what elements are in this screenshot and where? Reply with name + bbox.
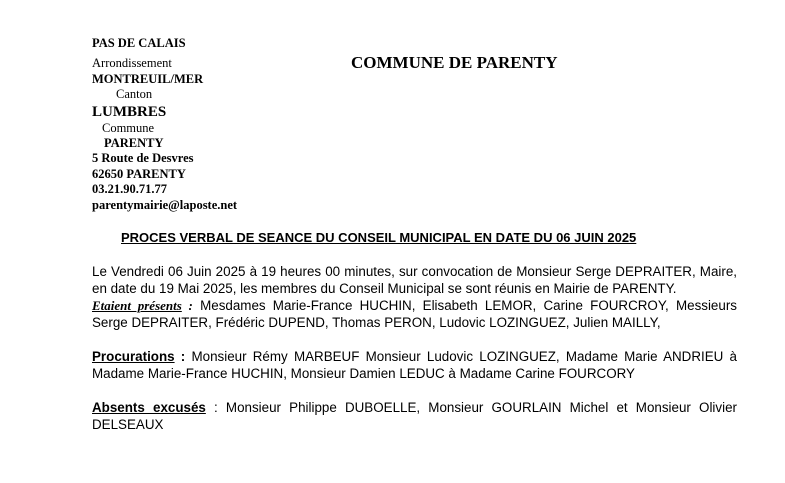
- letterhead: [92, 36, 237, 213]
- present-text: Mesdames Marie-France HUCHIN, Elisabeth LEMOR, Carine FOURCROY, Messieurs Serge DEPRAITER, Frédéric DUPEND, Thomas PERON, Ludovic LOZINGUEZ, Julien MAILLY,: [92, 298, 737, 330]
- canton-label: Canton: [116, 87, 153, 102]
- present-label: Etaient présents: [92, 298, 182, 313]
- absents-paragraph: [92, 399, 737, 433]
- procurations-paragraph: [92, 348, 737, 382]
- pv-title: PROCES VERBAL DE SEANCE DU CONSEIL MUNICIPAL EN DATE DU 06 JUIN 2025: [121, 230, 637, 245]
- canton: LUMBRES: [92, 103, 167, 120]
- commune-label: Commune: [102, 120, 155, 135]
- arrondissement-label: Arrondissement: [92, 56, 172, 71]
- present-paragraph: [92, 297, 737, 331]
- commune-title: COMMUNE DE PARENTY: [351, 53, 558, 72]
- phone: 03.21.90.71.77: [92, 182, 167, 197]
- department: PAS DE CALAIS: [92, 36, 186, 50]
- email: parentymairie@laposte.net: [92, 197, 238, 212]
- absents-label: Absents excusés: [92, 400, 206, 415]
- procurations-label: Procurations: [92, 349, 175, 364]
- procurations-sep: :: [174, 349, 186, 364]
- address-street: 5 Route de Desvres: [92, 151, 194, 166]
- arrondissement: MONTREUIL/MER: [92, 71, 204, 86]
- procurations-text: Monsieur Rémy MARBEUF Monsieur Ludovic LOZINGUEZ, Madame Marie ANDRIEU à Madame Marie-France HUCHIN, Monsieur Damien LEDUC à Madame Carine FOURCORY: [92, 349, 737, 381]
- minutes-body: [92, 263, 737, 433]
- present-sep: :: [181, 298, 193, 313]
- intro-paragraph: Le Vendredi 06 Juin 2025 à 19 heures 00 minutes, sur convocation de Monsieur Serge DEPRAITER, Maire, en date du 19 Mai 2025, les membres du Conseil Municipal se sont réunis en Mairie de PARENTY.: [92, 264, 737, 296]
- absents-sep: :: [205, 400, 218, 415]
- absents-text: Monsieur Philippe DUBOELLE, Monsieur GOURLAIN Michel et Monsieur Olivier DELSEAUX: [92, 400, 737, 432]
- commune: PARENTY: [104, 136, 164, 151]
- address-city: 62650 PARENTY: [92, 166, 186, 181]
